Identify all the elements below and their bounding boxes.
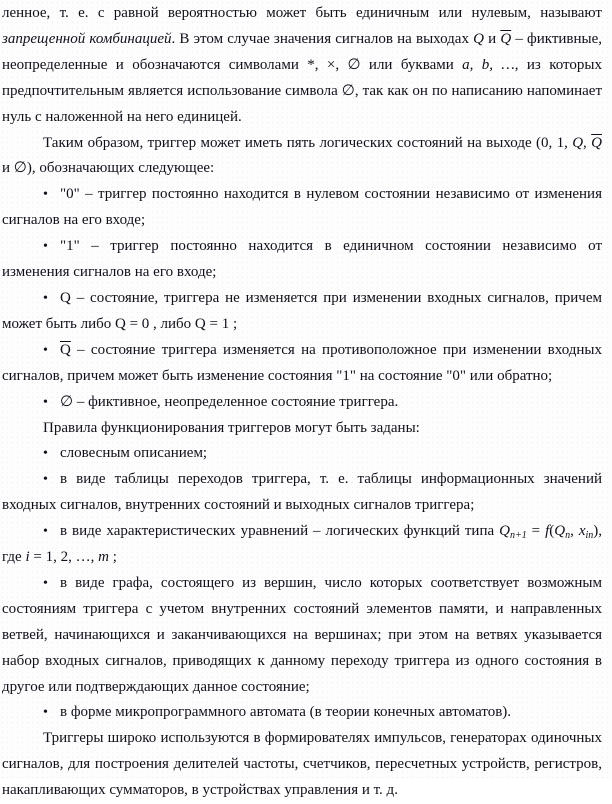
bullet-item <box>2 441 602 467</box>
text-run: n+1 <box>509 530 527 542</box>
bullet-icon: • <box>43 575 48 591</box>
bullet-icon: • <box>43 342 48 358</box>
text-run: ), где <box>2 523 603 566</box>
paragraph <box>2 1 602 131</box>
bullet-item <box>2 286 602 338</box>
text-run: a, b, … <box>462 56 515 73</box>
text-run: Q <box>554 523 566 540</box>
bullet-icon: • <box>43 472 48 488</box>
bullet-item <box>2 390 602 416</box>
text-run: Таким образом, триггер может иметь пять логических состояний на выходе (0, 1, <box>43 134 573 151</box>
paragraph <box>2 726 602 804</box>
text-run: и ∅), обозначающих следующее: <box>2 160 215 177</box>
text-run: i <box>25 549 30 566</box>
text-run: словесным описанием; <box>60 445 208 462</box>
text-run: ; <box>108 549 117 566</box>
text-run: – состояние триггера изменяется на противоположное при изменении входных сигналов, причем может быть изменение состояния "1" на состояние "0" или обратно; <box>2 341 602 384</box>
text-run: и <box>483 30 501 47</box>
text-run: Q <box>499 523 510 540</box>
text-run: Правила функционирования триггеров могут быть заданы: <box>43 419 420 436</box>
text-run: в виде графа, состоящего из вершин, число которых соответствует возможным состояниям триггера с учетом внутренних состояний элементов памяти, и направленных ветвей, начинающихся и заканчивающихся на вершинах; при этом на ветвях указывается набор входных сигналов, приводящих к данному переходу триггера из одного состояния в другое или подтверждающих данное состояние; <box>2 574 602 695</box>
bullet-item <box>2 338 602 390</box>
text-run: ∅ – фиктивное, неопределенное состояние триггера. <box>60 393 399 410</box>
text-run: Триггеры широко используются в формирователях импульсов, генераторах одиночных сигналов, для построения делителей частоты, счетчиков, пересчетных устройств, регистров, накапливающих сумматоров, в устройствах управления и т. д. <box>2 730 602 799</box>
text-run: , из которых предпочтительным является использование символа ∅, так как он по написанию напоминает нуль с наложенной на него единицей. <box>2 56 602 125</box>
bullet-item <box>2 467 602 519</box>
text-run: Q – состояние, триггера не изменяется при изменении входных сигналов, причем может быть либо Q = 0 , либо Q = 1 ; <box>2 289 602 332</box>
text-run: $\overline{Q}$ <box>591 134 603 151</box>
bullet-icon: • <box>43 524 48 540</box>
bullet-item <box>2 234 602 286</box>
text-run: "0" – триггер постоянно находится в нулевом состоянии независимо от изменения сигналов на его входе; <box>2 186 602 229</box>
bullet-icon: • <box>43 239 48 255</box>
text-run: = 1, 2, …, <box>29 549 99 566</box>
text-run: ( <box>549 523 555 540</box>
bullet-icon: • <box>43 290 48 306</box>
bullet-icon: • <box>43 705 48 721</box>
text-run: в виде характеристических уравнений – логических функций типа <box>60 523 500 540</box>
bullet-item <box>2 571 602 701</box>
text-run: в форме микропрограммного автомата (в теории конечных автоматов). <box>60 704 512 721</box>
bullet-item <box>2 700 602 726</box>
text-run: . В этом случае значения сигналов на выходах <box>171 30 474 47</box>
bullet-icon: • <box>43 446 48 462</box>
text-run: Q <box>572 134 584 151</box>
text-run: n <box>565 530 571 542</box>
text-run: = <box>526 523 546 540</box>
text-run: "1" – триггер постоянно находится в единичном состоянии независимо от изменения сигналов на его входе; <box>2 238 602 281</box>
text-run: m <box>98 549 109 566</box>
text-run: Q <box>473 30 484 47</box>
bullet-item <box>2 182 602 234</box>
text-run: in <box>585 530 594 542</box>
paragraph <box>2 416 602 442</box>
text-run: , <box>570 523 579 540</box>
text-run: $\overline{Q}$ <box>60 341 71 358</box>
text-run: ленное, т. е. с равной вероятностью может быть единичным или нулевым, называют <box>2 5 602 21</box>
paragraph <box>2 131 602 183</box>
text-run: – фиктивные, неопределенные и обозначаются символами *, ×, ∅ или буквами <box>2 30 603 73</box>
text-run: $\overline{Q}$ <box>500 30 512 47</box>
text-run: в виде таблицы переходов триггера, т. е. таблицы информационных значений входных сигналов, внутренних состояний и выходных сигналов триггера; <box>2 471 602 514</box>
bullet-item <box>2 519 602 571</box>
text-run: x <box>578 523 586 540</box>
text-run: , <box>583 134 592 151</box>
bullet-icon: • <box>43 394 48 410</box>
text-run: f <box>545 523 550 540</box>
text-run: запрещенной комбинацией <box>2 30 172 47</box>
bullet-icon: • <box>43 187 48 203</box>
